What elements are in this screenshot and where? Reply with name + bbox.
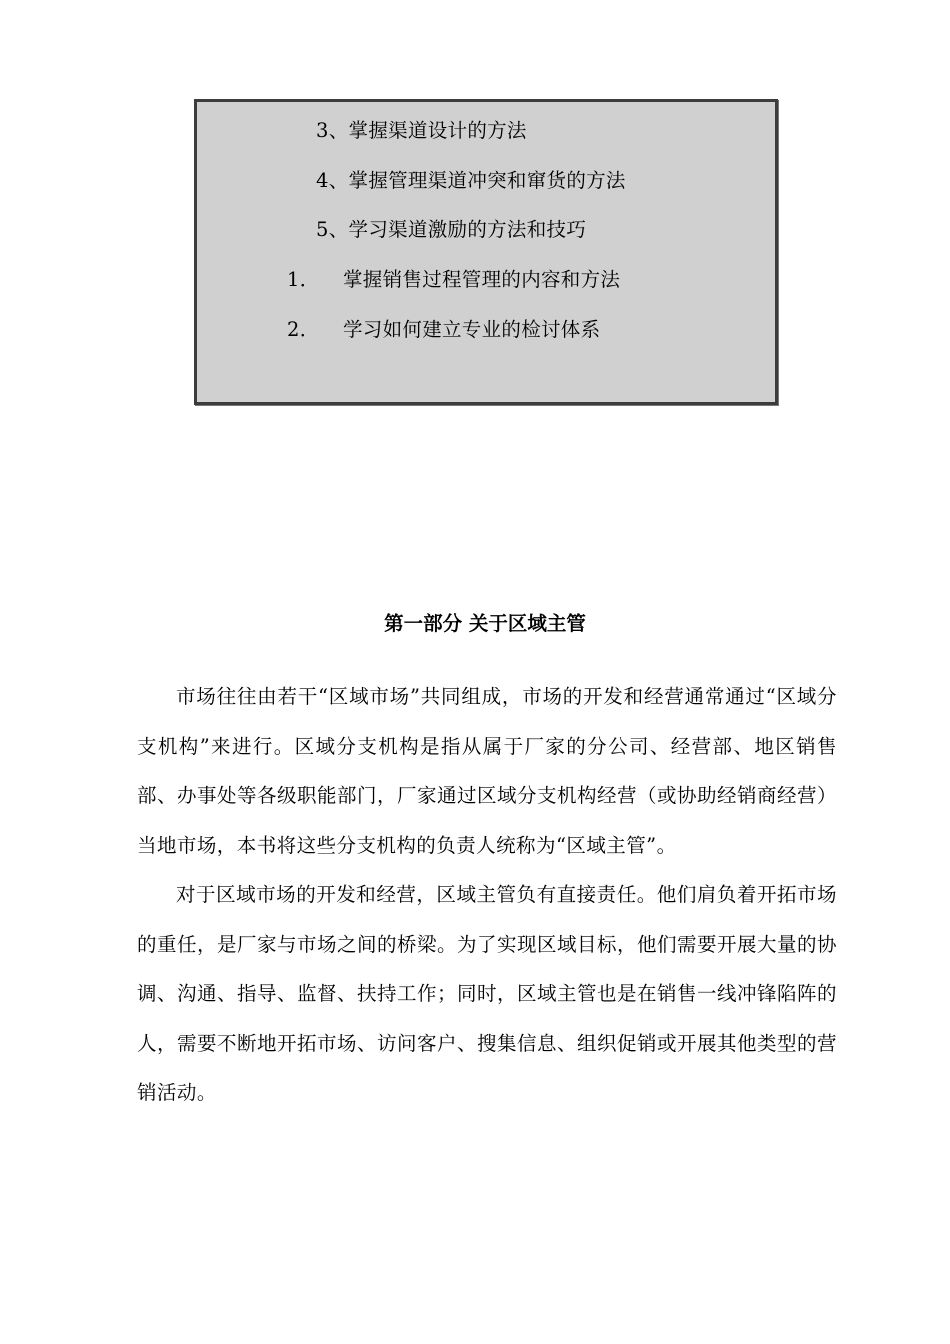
objective-item [287,265,620,295]
objective-item [316,215,586,245]
objective-number: 2． [287,318,320,341]
objective-text: 学习如何建立专业的检讨体系 [343,318,601,341]
objectives-box [194,99,778,405]
objective-text: 掌握渠道设计的方法 [348,119,527,142]
section-title: 第一部分 关于区域主管 [384,612,586,635]
objective-number: 1． [287,268,320,291]
objective-text: 掌握管理渠道冲突和窜货的方法 [348,169,626,192]
objective-item [316,166,626,196]
paragraph: 对于区域市场的开发和经营，区域主管负有直接责任。他们肩负着开拓市场的重任，是厂家与市场之间的桥梁。为了实现区域目标，他们需要开展大量的协调、沟通、指导、监督、扶持工作；同时，区域主管也是在销售一线冲锋陷阵的人，需要不断地开拓市场、访问客户、搜集信息、组织促销或开展其他类型的营销活动。 [137,883,837,1104]
objective-item [316,116,527,146]
objective-text: 掌握销售过程管理的内容和方法 [343,268,621,291]
objective-text: 学习渠道激励的方法和技巧 [348,218,587,241]
objective-item [287,315,600,345]
body-text [137,672,837,1118]
objective-number: 5、 [316,218,349,241]
objective-number: 4、 [316,169,349,192]
objective-number: 3、 [316,119,349,142]
paragraph: 市场往往由若干“区域市场”共同组成，市场的开发和经营通常通过“区域分支机构”来进行。区域分支机构是指从属于厂家的分公司、经营部、地区销售部、办事处等各级职能部门，厂家通过区域分支机构经营（或协助经销商经营）当地市场，本书将这些分支机构的负责人统称为“区域主管”。 [137,685,837,857]
